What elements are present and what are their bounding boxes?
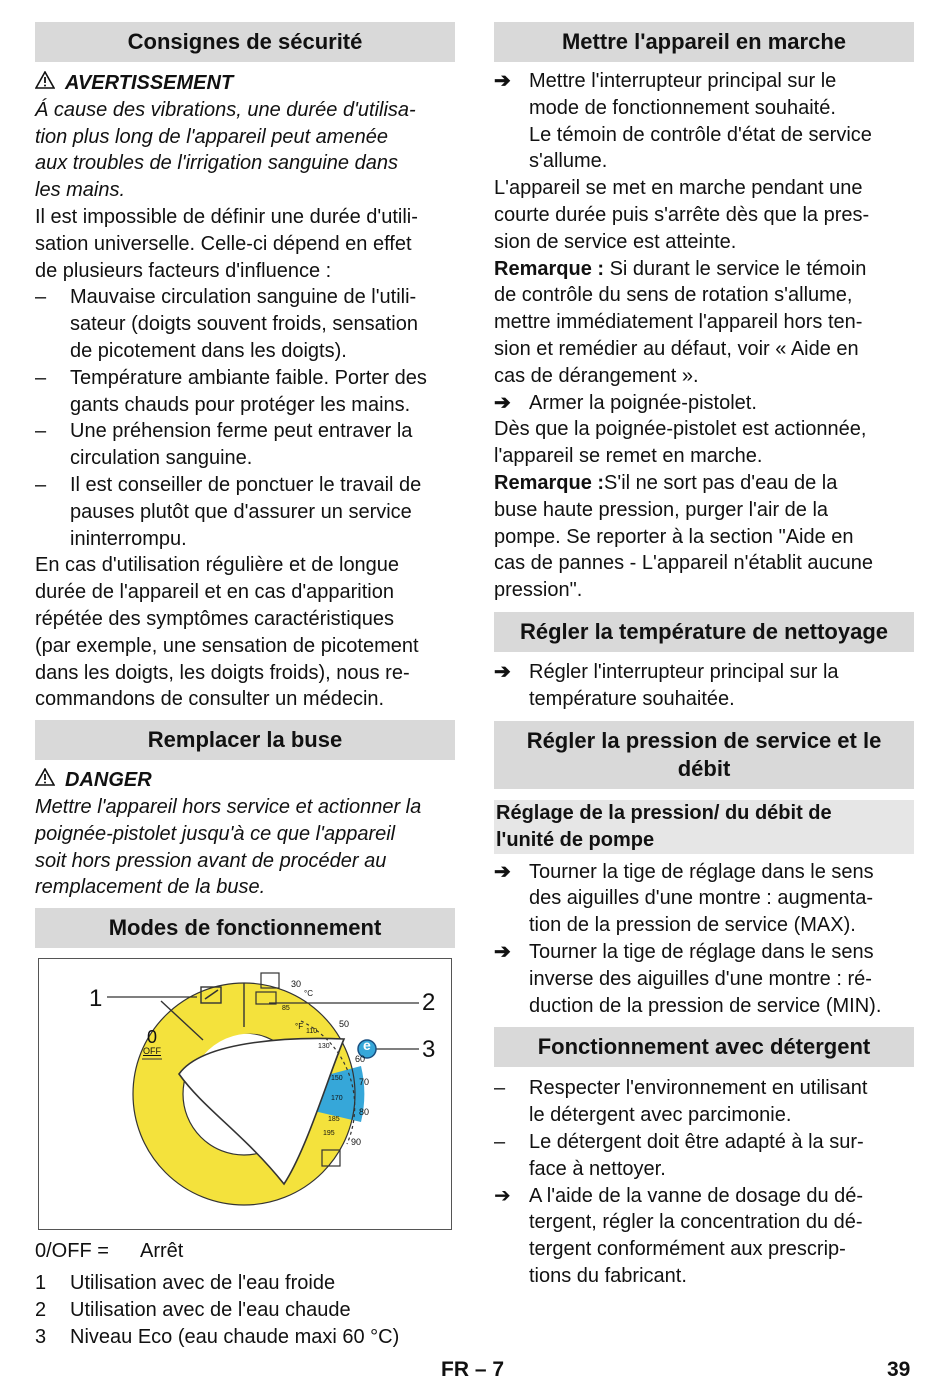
arrow-icon: ➔ bbox=[494, 1184, 511, 1207]
note-line: Remarque :S'il ne sort pas d'eau de la bbox=[494, 471, 838, 494]
pressure-heading: Régler la pression de service et le débit bbox=[494, 721, 914, 789]
arm-step bbox=[494, 390, 914, 417]
f-tick: 170 bbox=[331, 1095, 343, 1103]
note-1 bbox=[494, 256, 914, 390]
pressure-subheading: Réglage de la pression/ du débit de l'unité de pompe bbox=[494, 800, 914, 854]
body-line: l'appareil se remet en marche. bbox=[494, 445, 763, 468]
page-number: 39 bbox=[887, 1358, 911, 1381]
start-text bbox=[494, 175, 914, 255]
note-line: buse haute pression, purger l'air de la bbox=[494, 498, 829, 521]
item-text: Armer la poignée-pistolet. bbox=[529, 391, 757, 414]
danger-line: remplacement de la buse. bbox=[35, 876, 266, 899]
item-text: Tourner la tige de réglage dans le sens inverse des aiguilles d'une montre : ré- duction de la pression de service (MIN). bbox=[529, 940, 882, 1017]
danger-label: DANGER bbox=[65, 769, 152, 792]
danger-line: soit hors pression avant de procéder au bbox=[35, 849, 387, 872]
right-column bbox=[494, 22, 914, 1290]
note-line: mettre immédiatement l'appareil hors ten- bbox=[494, 311, 863, 334]
danger-text bbox=[35, 794, 455, 901]
body-line: L'appareil se met en marche pendant une bbox=[494, 177, 863, 200]
note-line: cas de dérangement ». bbox=[494, 364, 699, 387]
c-tick: 90 bbox=[351, 1137, 362, 1148]
advice-text bbox=[35, 552, 455, 713]
warning-line: tion plus long de l'appareil peut amenée bbox=[35, 125, 388, 148]
f-tick: 185 bbox=[328, 1116, 340, 1124]
f-tick: 130 bbox=[318, 1043, 330, 1051]
legend-item bbox=[35, 1238, 455, 1265]
note-label: Remarque : bbox=[494, 257, 605, 280]
factor-item bbox=[35, 472, 455, 552]
step-item bbox=[494, 659, 914, 713]
item-text: Tourner la tige de réglage dans le sens des aiguilles d'une montre : augmenta- tion de la pression de service (MAX). bbox=[529, 860, 874, 937]
fahrenheit-unit: °F bbox=[295, 1022, 304, 1032]
legend-text: Niveau Eco (eau chaude maxi 60 °C) bbox=[70, 1326, 400, 1349]
legend-item bbox=[35, 1324, 455, 1351]
detergent-heading: Fonctionnement avec détergent bbox=[494, 1027, 914, 1067]
safety-heading: Consignes de sécurité bbox=[35, 22, 455, 62]
f-tick: 85 bbox=[282, 1005, 290, 1013]
danger-line: poignée-pistolet jusqu'à ce que l'appareil bbox=[35, 822, 396, 845]
step-item bbox=[494, 68, 914, 175]
legend-text: Utilisation avec de l'eau chaude bbox=[70, 1299, 351, 1322]
danger-line: Mettre l'appareil hors service et actionner la bbox=[35, 795, 422, 818]
detergent-item bbox=[494, 1075, 914, 1129]
c-tick: 70 bbox=[359, 1077, 370, 1088]
item-text: Mauvaise circulation sanguine de l'utili- sateur (doigts souvent froids, sensation de picotement dans les doigts). bbox=[70, 286, 418, 362]
item-text: Respecter l'environnement en utilisant le détergent avec parcimonie. bbox=[529, 1077, 868, 1127]
factor-list bbox=[35, 284, 455, 552]
legend-key: 3 bbox=[35, 1326, 47, 1349]
note-line: de contrôle du sens de rotation s'allume, bbox=[494, 284, 853, 307]
advice-line: commandons de consulter un médecin. bbox=[35, 688, 385, 711]
start-step bbox=[494, 68, 914, 175]
note-line: Remarque : Si durant le service le témoin bbox=[494, 257, 867, 280]
note-line: sion et remédier au défaut, voir « Aide en bbox=[494, 337, 859, 360]
c-tick: 80 bbox=[359, 1107, 370, 1118]
legend-key: 0/OFF = bbox=[35, 1240, 109, 1263]
body-line: sion de service est atteinte. bbox=[494, 230, 737, 253]
mode-dial-figure bbox=[38, 958, 452, 1230]
modes-heading: Modes de fonctionnement bbox=[35, 908, 455, 948]
danger-triangle-icon bbox=[35, 767, 65, 794]
body-line: Dès que la poignée-pistolet est actionnée, bbox=[494, 418, 867, 441]
advice-line: durée de l'appareil et en cas d'apparition bbox=[35, 581, 394, 604]
dash-marker: – bbox=[494, 1077, 506, 1100]
left-column bbox=[35, 22, 455, 1351]
arrow-icon: ➔ bbox=[494, 940, 511, 963]
step-item bbox=[494, 939, 914, 1019]
callout-1: 1 bbox=[89, 985, 103, 1013]
dash-marker: – bbox=[494, 1130, 506, 1153]
warning-line: les mains. bbox=[35, 179, 126, 202]
item-text: Mettre l'interrupteur principal sur le mode de fonctionnement souhaité. Le témoin de contrôle d'état de service s'allume. bbox=[529, 70, 872, 173]
body-line: courte durée puis s'arrête dès que la pres- bbox=[494, 203, 870, 226]
legend-text: Utilisation avec de l'eau froide bbox=[70, 1272, 336, 1295]
legend bbox=[35, 1238, 455, 1351]
warning-label: AVERTISSEMENT bbox=[65, 72, 234, 94]
callout-2: 2 bbox=[422, 989, 436, 1017]
callout-3: 3 bbox=[422, 1036, 436, 1064]
warning-text bbox=[35, 97, 455, 204]
arrow-icon: ➔ bbox=[494, 660, 511, 683]
temperature-heading: Régler la température de nettoyage bbox=[494, 612, 914, 652]
factor-item bbox=[35, 284, 455, 364]
c-tick: 30 bbox=[291, 979, 302, 990]
item-text: Il est conseiller de ponctuer le travail de pauses plutôt que d'assurer un service ininterrompu. bbox=[70, 473, 422, 550]
celsius-unit: °C bbox=[304, 989, 313, 999]
detergent-item bbox=[494, 1183, 914, 1290]
item-text: Température ambiante faible. Porter des gants chauds pour protéger les mains. bbox=[70, 366, 427, 416]
detergent-list bbox=[494, 1075, 914, 1289]
step-item bbox=[494, 390, 914, 417]
f-tick: 150 bbox=[331, 1075, 343, 1083]
item-text: Régler l'interrupteur principal sur la température souhaitée. bbox=[529, 660, 839, 710]
advice-line: dans les doigts, les doigts froids), nous re- bbox=[35, 661, 410, 684]
factor-item bbox=[35, 418, 455, 472]
dash-marker: – bbox=[35, 420, 47, 443]
warning-line: Á cause des vibrations, une durée d'utilisa- bbox=[35, 98, 416, 121]
note-2 bbox=[494, 470, 914, 604]
note-line: pompe. Se reporter à la section "Aide en bbox=[494, 525, 854, 548]
note-line: pression". bbox=[494, 579, 583, 602]
dash-marker: – bbox=[35, 473, 47, 496]
intro-line: Il est impossible de définir une durée d'utili- bbox=[35, 205, 418, 228]
legend-text: Arrêt bbox=[140, 1240, 184, 1263]
temperature-step bbox=[494, 659, 914, 713]
off-sublabel: OFF bbox=[143, 1046, 161, 1057]
item-text: Le détergent doit être adapté à la sur- face à nettoyer. bbox=[529, 1130, 864, 1180]
dash-marker: – bbox=[35, 366, 47, 389]
advice-line: répétée des symptômes caractéristiques bbox=[35, 607, 395, 630]
note-label: Remarque : bbox=[494, 471, 605, 494]
item-text: A l'aide de la vanne de dosage du dé- tergent, régler la concentration du dé- tergent conformément aux prescrip- tions du fabricant. bbox=[529, 1184, 864, 1287]
c-tick: 60 bbox=[355, 1054, 366, 1065]
intro-line: sation universelle. Celle-ci dépend en effet bbox=[35, 232, 412, 255]
c-tick: 50 bbox=[339, 1019, 350, 1030]
item-text: Une préhension ferme peut entraver la circulation sanguine. bbox=[70, 420, 413, 470]
warning-label-line bbox=[35, 70, 455, 97]
arrow-icon: ➔ bbox=[494, 391, 511, 414]
legend-item bbox=[35, 1297, 455, 1324]
warning-triangle-icon bbox=[35, 70, 65, 97]
factor-item bbox=[35, 365, 455, 419]
section-number: FR – 7 bbox=[441, 1358, 505, 1381]
arrow-icon: ➔ bbox=[494, 860, 511, 883]
warning-line: aux troubles de l'irrigation sanguine dans bbox=[35, 152, 398, 175]
f-tick: 195 bbox=[323, 1130, 335, 1138]
note-line: cas de pannes - L'appareil n'établit aucune bbox=[494, 552, 874, 575]
dash-marker: – bbox=[35, 286, 47, 309]
detergent-item bbox=[494, 1129, 914, 1183]
legend-key: 1 bbox=[35, 1272, 47, 1295]
intro-text bbox=[35, 204, 455, 284]
pressure-steps bbox=[494, 859, 914, 1020]
advice-line: (par exemple, une sensation de picotement bbox=[35, 634, 419, 657]
arrow-icon: ➔ bbox=[494, 70, 511, 92]
step-item bbox=[494, 859, 914, 939]
f-tick: 110 bbox=[306, 1028, 318, 1036]
danger-label-line bbox=[35, 767, 455, 794]
nozzle-heading: Remplacer la buse bbox=[35, 720, 455, 760]
legend-key: 2 bbox=[35, 1299, 47, 1322]
start-heading: Mettre l'appareil en marche bbox=[494, 22, 914, 62]
eco-symbol: e bbox=[363, 1037, 371, 1054]
intro-line: de plusieurs facteurs d'influence : bbox=[35, 259, 332, 282]
off-label: 0 bbox=[147, 1027, 158, 1048]
restart-text bbox=[494, 416, 914, 470]
legend-item bbox=[35, 1270, 455, 1297]
advice-line: En cas d'utilisation régulière et de longue bbox=[35, 554, 400, 577]
